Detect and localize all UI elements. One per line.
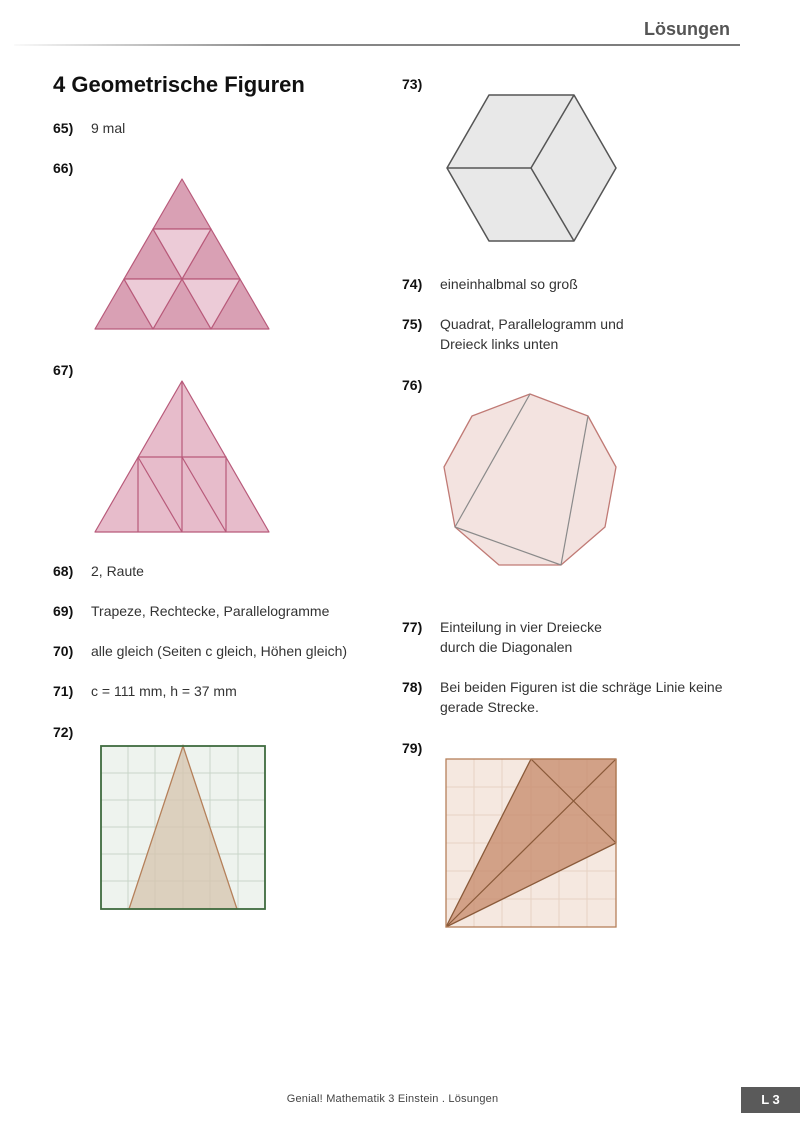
answer-69: Trapeze, Rechtecke, Parallelogramme <box>91 603 330 619</box>
answer-78-line1: Bei beiden Figuren ist die schräge Linie keine <box>440 679 723 695</box>
answer-75-line1: Quadrat, Parallelogramm und <box>440 316 624 332</box>
item-number-67: 67) <box>53 362 74 378</box>
answer-77-line2: durch die Diagonalen <box>440 639 573 655</box>
page-number-badge: L 3 <box>741 1087 800 1113</box>
answer-74: eineinhalbmal so groß <box>440 276 578 292</box>
figure-72-square-with-triangle <box>98 741 270 913</box>
answer-65: 9 mal <box>91 120 126 136</box>
item-number-66: 66) <box>53 160 74 176</box>
figure-67-triangle-dissection <box>90 378 275 538</box>
answer-78-line2: gerade Strecke. <box>440 699 539 715</box>
figure-73-hexagon-rhombi <box>443 92 619 245</box>
answer-71: c = 111 mm, h = 37 mm <box>91 683 237 699</box>
figure-79-square-kite <box>442 755 620 933</box>
item-number-78: 78) <box>402 679 423 695</box>
answer-70: alle gleich (Seiten c gleich, Höhen gleich) <box>91 643 348 659</box>
item-number-74: 74) <box>402 276 423 292</box>
section-title: 4 Geometrische Figuren <box>53 72 305 97</box>
item-number-79: 79) <box>402 740 423 756</box>
item-number-76: 76) <box>402 377 423 393</box>
item-number-72: 72) <box>53 724 74 740</box>
item-number-73: 73) <box>402 76 423 92</box>
item-number-68: 68) <box>53 563 74 579</box>
item-number-77: 77) <box>402 619 423 635</box>
item-number-69: 69) <box>53 603 74 619</box>
answer-75-line2: Dreieck links unten <box>440 336 559 352</box>
figure-76-nonagon <box>440 390 620 570</box>
fig66-tile <box>153 179 211 229</box>
answer-77-line1: Einteilung in vier Dreiecke <box>440 619 602 635</box>
fig76-nonagon <box>444 394 616 565</box>
footer-text: Genial! Mathematik 3 Einstein . Lösungen <box>286 1093 499 1105</box>
item-number-65: 65) <box>53 120 74 136</box>
figure-66-triangle-tiling <box>90 175 275 335</box>
item-number-75: 75) <box>402 316 423 332</box>
header-divider <box>14 44 740 46</box>
item-number-71: 71) <box>53 683 74 699</box>
answer-68: 2, Raute <box>91 563 144 579</box>
page-header-title: Lösungen <box>644 19 730 39</box>
item-number-70: 70) <box>53 643 74 659</box>
